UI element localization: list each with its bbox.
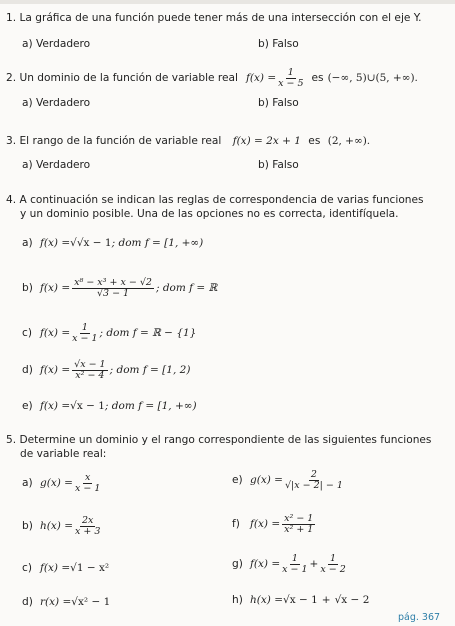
q4-item-d: d) f(x) = $\frac{√x - 1}{\text{x² − 4}}$ ; dom f = [1, 2) (22, 359, 191, 381)
question-3-prompt (6, 135, 370, 147)
question-5-prompt-line1: 5. Determine un dominio y el rango correspondiente de las siguientes funciones (6, 434, 432, 446)
q3-interval: (2, +∞). (327, 135, 371, 147)
question-1-prompt: 1. La gráfica de una función puede tener más de una intersección con el eje Y. (6, 12, 422, 24)
q4-item-a: a) f(x) = √√x − 1 ; dom f = [1, +∞) (22, 237, 204, 249)
q3-option-b: b) Falso (258, 159, 299, 171)
q3-option-a: a) Verdadero (22, 159, 91, 171)
q3-function: f(x) = 2x + 1 (232, 135, 301, 147)
question-5-prompt-line2: de variable real: (20, 448, 107, 460)
q5-item-f: f) f(x) = $\frac{\text{x² − 1}}{\text{x² + 1}}$ (232, 513, 314, 535)
q5-item-e: e) g(x) = $\frac{2}{√|x - 2| - 1}$ (232, 469, 343, 491)
q4-item-e: e) f(x) = √x − 1 ; dom f = [1, +∞) (22, 400, 197, 412)
q2-function: f(x) = (245, 72, 277, 85)
top-edge-strip (0, 0, 455, 4)
q5-item-h: h) h(x) = √x − 1 + √x − 2 (232, 594, 370, 606)
q5-item-c: c) f(x) = √1 − x² (22, 562, 110, 574)
q3-prompt-text: 3. El rango de la función de variable real (6, 135, 222, 147)
q5-item-g: g) f(x) = $\frac{1}{x - 1}$ + $\frac{1}{x - 2}$ (232, 553, 346, 575)
page-number: pág. 367 (398, 612, 441, 623)
q3-es: es (308, 135, 321, 147)
question-4-prompt-line1: 4. A continuación se indican las reglas de correspondencia de varias funciones (6, 194, 424, 206)
q1-option-a: a) Verdadero (22, 38, 91, 50)
q5-item-a: a) g(x) = $\frac{x}{x - 1}$ (22, 472, 101, 494)
q2-interval: (−∞, 5)∪(5, +∞). (327, 72, 418, 85)
q2-option-b: b) Falso (258, 97, 299, 109)
q2-es: es (311, 72, 324, 85)
q5-item-d: d) r(x) = √x² − 1 (22, 596, 111, 608)
question-4-prompt-line2: y un dominio posible. Una de las opciones no es correcta, identifíquela. (20, 208, 399, 220)
q4-item-c: c) f(x) = $\frac{1}{x - 1}$ ; dom f = ℝ − {1} (22, 322, 197, 344)
q4-item-b: b) f(x) = $\frac{\text{x⁸ − x³ + x − √2}}{√3 - 1}$ ; dom f = ℝ (22, 277, 218, 299)
q2-fraction: $\frac{1}{x - 5}$ (278, 67, 304, 89)
question-2-prompt (6, 68, 418, 89)
q1-option-b: b) Falso (258, 38, 299, 50)
q2-option-a: a) Verdadero (22, 97, 91, 109)
q5-item-b: b) h(x) = $\frac{2x}{x + 3}$ (22, 515, 101, 537)
q2-prompt-text: 2. Un dominio de la función de variable real (6, 72, 238, 85)
